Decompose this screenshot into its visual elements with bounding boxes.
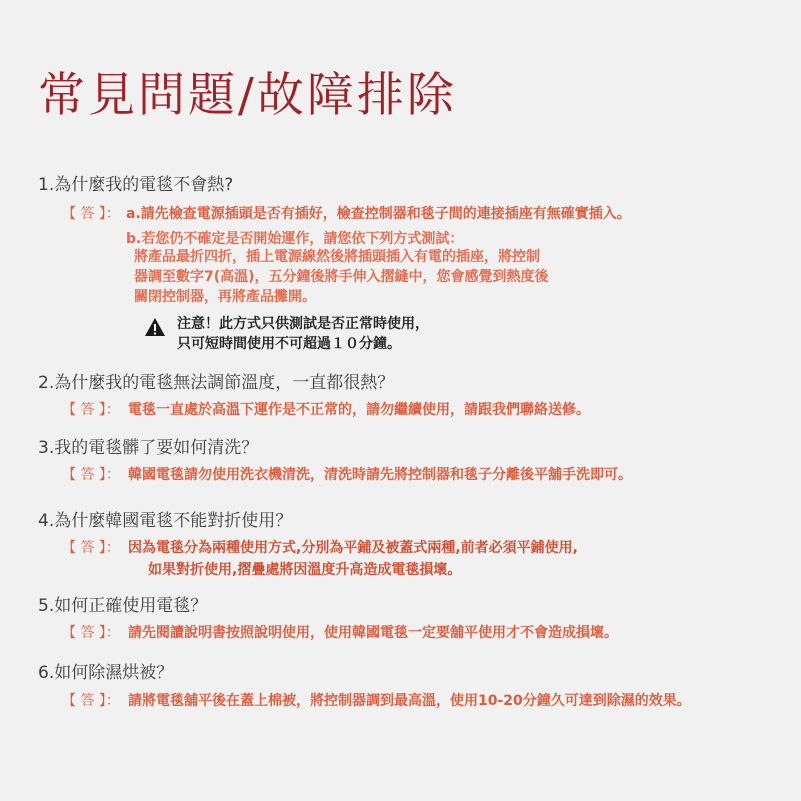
answer-tag-5: 【 答 】： [62, 625, 120, 641]
question-1: 1.為什麼我的電毯不會熱? [38, 175, 234, 195]
question-5: 5.如何正確使用電毯？ [38, 596, 208, 616]
question-4: 4.為什麼韓國電毯不能對折使用？ [38, 511, 293, 531]
answer-5: 請先閱讀說明書按照說明使用，使用韓國電毯一定要舖平使用才不會造成損壞。 [128, 625, 618, 641]
question-6: 6.如何除濕烘被？ [38, 663, 174, 683]
note-line-2: 只可短時間使用不可超過１０分鐘。 [177, 336, 401, 352]
answer-1b: b.若您仍不確定是否開始運作，請您依下列方式測試： [126, 231, 464, 247]
note-line-1: 注意！此方式只供測試是否正常時使用， [177, 316, 429, 332]
answer-tag-2: 【 答 】： [62, 402, 120, 418]
page-title: 常見問題/故障排除 [38, 68, 457, 123]
answer-tag-4: 【 答 】： [62, 540, 120, 556]
question-3: 3.我的電毯髒了要如何清洗？ [38, 438, 259, 458]
answer-3: 韓國電毯請勿使用洗衣機清洗，清洗時請先將控制器和毯子分離後平舖手洗即可。 [128, 467, 632, 483]
answer-1a: a.請先檢查電源插頭是否有插好，檢查控制器和毯子間的連接插座有無確實插入。 [126, 206, 631, 222]
answer-tag-3: 【 答 】： [62, 467, 120, 483]
answer-1b-line-3: 關閉控制器，再將產品攤開。 [134, 289, 316, 305]
answer-4-line-1: 因為電毯分為兩種使用方式,分別為平鋪及被蓋式兩種,前者必須平鋪使用, [128, 540, 578, 556]
answer-4-line-2: 如果對折使用,摺疊處將因溫度升高造成電毯損壞。 [148, 562, 462, 578]
answer-tag-1: 【 答 】： [62, 206, 120, 222]
answer-tag-6: 【 答 】： [62, 693, 120, 709]
answer-1b-line-2: 器調至數字7(高溫)，五分鐘後將手伸入摺縫中，您會感覺到熱度後 [134, 269, 549, 285]
question-2: 2.為什麼我的電毯無法調節溫度，一直都很熱？ [38, 373, 395, 393]
answer-6: 請將電毯舖平後在蓋上棉被，將控制器調到最高溫，使用10-20分鐘久可達到除濕的效果。 [128, 693, 691, 709]
answer-2: 電毯一直處於高溫下運作是不正常的，請勿繼續使用，請跟我們聯絡送修。 [128, 402, 590, 418]
answer-1b-line-1: 將產品最折四折，插上電源線然後將插頭插入有電的插座，將控制 [134, 249, 540, 265]
warning-icon [144, 317, 166, 337]
